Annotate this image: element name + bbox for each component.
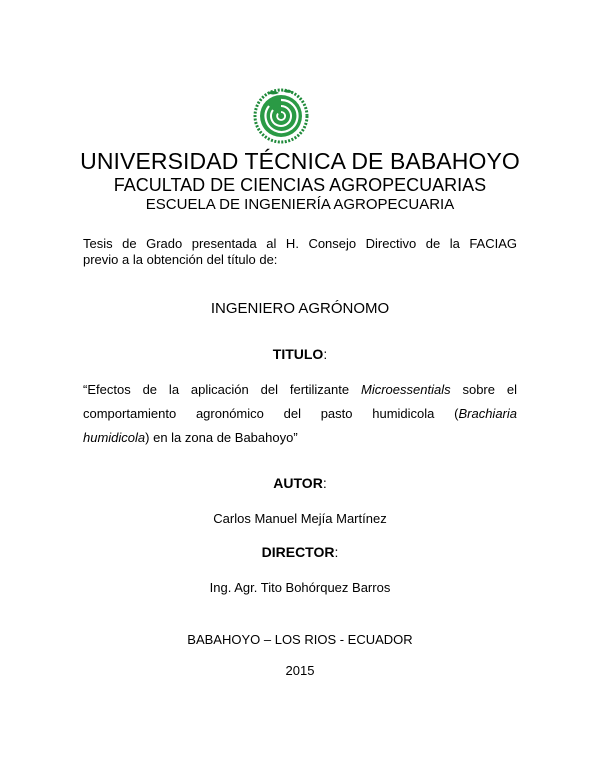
author-heading: [0, 475, 600, 491]
thesis-title: [83, 378, 517, 450]
school-name: ESCUELA DE INGENIERÍA AGROPECUARIA: [145, 196, 455, 213]
director-name: Ing. Agr. Tito Bohórquez Barros: [209, 580, 391, 595]
intro-line-1: Tesis de Grado presentada al H. Consejo Directivo de la FACIAG: [83, 236, 517, 251]
title-heading: [0, 346, 600, 362]
species-genus: Brachiaria: [458, 406, 517, 421]
title-text-2: sobre el: [450, 382, 517, 397]
title-text-4: ) en la zona de Babahoyo: [145, 430, 294, 445]
product-name: Microessentials: [361, 382, 451, 397]
close-quote: ”: [293, 430, 298, 445]
location: BABAHOYO – LOS RIOS - ECUADOR: [187, 632, 413, 647]
thesis-title-line-2: [83, 402, 517, 426]
title-text-1: Efectos de la aplicación del fertilizante: [87, 382, 361, 397]
open-quote: “: [83, 382, 88, 397]
director-heading: [0, 544, 600, 560]
faculty-name: FACULTAD DE CIENCIAS AGROPECUARIAS: [113, 175, 487, 195]
university-name: UNIVERSIDAD TÉCNICA DE BABAHOYO: [80, 148, 520, 174]
title-label: TITULO: [272, 346, 324, 362]
author-name: Carlos Manuel Mejía Martínez: [213, 511, 387, 526]
species-epithet: humidicola: [83, 430, 146, 445]
university-seal-logo: [253, 88, 309, 144]
intro-line-2: previo a la obtención del título de:: [83, 252, 278, 267]
director-label: DIRECTOR: [261, 544, 335, 560]
title-colon: :: [323, 346, 328, 362]
title-text-3: comportamiento agronómico del pasto humidicola (: [83, 406, 459, 421]
thesis-title-line-3: [83, 426, 517, 450]
year: 2015: [285, 663, 315, 678]
thesis-title-line-1: [83, 378, 517, 402]
degree-title: INGENIERO AGRÓNOMO: [210, 300, 390, 317]
author-label: AUTOR: [273, 475, 323, 491]
thesis-presentation-text: [83, 236, 517, 268]
director-colon: :: [334, 544, 339, 560]
author-colon: :: [322, 475, 327, 491]
